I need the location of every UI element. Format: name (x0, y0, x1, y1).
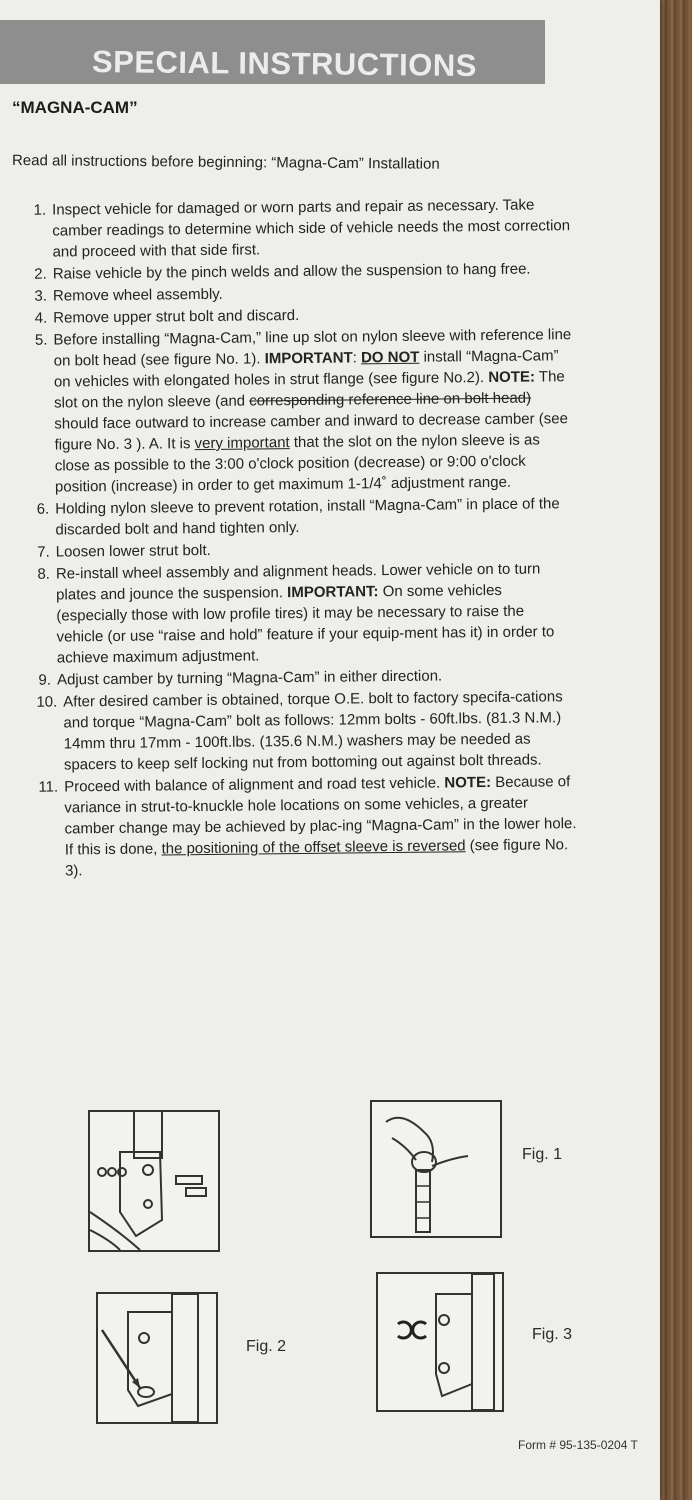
step-number: 4. (34, 309, 48, 327)
step-number: 8. (37, 565, 51, 583)
step-number: 9. (38, 671, 52, 689)
step-number: 10. (36, 693, 58, 711)
figure-1-drawing (372, 1102, 500, 1236)
strut-assembly-figure (88, 1110, 220, 1252)
figure-2-drawing (98, 1294, 216, 1422)
step-text: Before installing “Magna-Cam,” line up slot on nylon sleeve with reference line on bolt head (see figure No. 1). IMPORTANT: DO NOT install “Magna-Cam” on vehicles with elongated holes in strut flange (see figure No.2). NOTE: The slot on the nylon sleeve (and corresponding reference line on bolt head) should face outward to increase camber and inward to decrease camber (see figure No. 3 ). A. It is very important that the slot on the nylon sleeve is as close as possible to the 3:00 o'clock position (decrease) or 9:00 o'clock position (increase) in order to get maximum 1-1/4˚ adjustment range. (53, 326, 572, 496)
form-number: Form # 95-135-0204 T (518, 1438, 638, 1452)
figure-3 (376, 1272, 504, 1412)
step-number: 1. (33, 201, 47, 219)
step-text: Inspect vehicle for damaged or worn parts and repair as necessary. Take camber readings to determine which side of vehicle needs the most correction and proceed with that side first. (52, 196, 571, 261)
figure-2 (96, 1292, 218, 1424)
do-not-label: DO NOT (360, 348, 420, 367)
step-number: 3. (34, 287, 48, 305)
wood-background (660, 0, 692, 1500)
note-label: NOTE: (488, 368, 536, 387)
intro-text: Read all instructions before beginning: “Magna-Cam” Installation (11, 152, 440, 173)
emphasis-text: very important (194, 434, 290, 453)
step-number: 7. (37, 543, 50, 561)
figure-3-label: Fig. 3 (532, 1326, 573, 1343)
step-6 (13, 493, 573, 541)
figure-2-label: Fig. 2 (246, 1338, 287, 1355)
step-text: Holding nylon sleeve to prevent rotation, install “Magna-Cam” in place of the discarded bolt and hand tighten only. (55, 495, 560, 539)
figure-1 (370, 1100, 502, 1238)
step-text: Adjust camber by turning “Magna-Cam” in either direction. (56, 667, 443, 689)
step-text: Remove wheel assembly. (52, 285, 223, 305)
step-8 (14, 558, 575, 669)
step-5 (11, 324, 573, 498)
instruction-steps (10, 194, 577, 883)
step-number: 2. (34, 265, 47, 283)
strut-assembly-drawing (90, 1112, 218, 1250)
figure-1-label: Fig. 1 (522, 1146, 563, 1163)
step-1 (10, 194, 571, 263)
figure-3-drawing (378, 1274, 502, 1410)
product-name: “MAGNA-CAM” (12, 98, 138, 117)
step-number: 5. (34, 331, 48, 349)
step-10 (15, 686, 576, 776)
step-text: Proceed with balance of alignment and road test vehicle. NOTE: Because of variance in strut-to-knuckle hole locations on some vehicles, a greater camber change may be achieved by plac-ing “Magna-Cam” in the lower hole. If this is done, the positioning of the offset sleeve is reversed (see figure No. 3). (64, 773, 577, 880)
page-title: SPECIAL INSTRUCTIONS (91, 44, 478, 84)
step-text: Re-install wheel assembly and alignment heads. Lower vehicle on to turn plates and jounce the suspension. IMPORTANT: On some vehicles (especially those with low profile tires) it may be necessary to raise the vehicle (or use “raise and hold” feature if your equip-ment has it) in order to achieve maximum adjustment. (55, 560, 555, 667)
important-label: IMPORTANT (264, 349, 353, 368)
note-label: NOTE: (444, 773, 492, 792)
emphasis-text: the positioning of the offset sleeve is reversed (161, 837, 466, 858)
struck-text: corresponding reference line on bolt head) (249, 389, 532, 410)
step-text: Raise vehicle by the pinch welds and allow the suspension to hang free. (52, 260, 531, 283)
step-11 (16, 771, 577, 882)
step-text: Remove upper strut bolt and discard. (53, 306, 300, 327)
step-text: Loosen lower strut bolt. (55, 541, 211, 561)
step-number: 11. (38, 778, 59, 796)
step-text: After desired camber is obtained, torque O.E. bolt to factory specifa-cations and torque “Magna-Cam” bolt as follows: 12mm bolts - 60ft.lbs. (81.3 N.M.) 14mm thru 17mm - 100ft.lbs. (135.6 N.M.) washers may be needed as spacers to keep self locking nut from bottoming out against bolt threads. (63, 688, 563, 774)
step-number: 6. (36, 500, 50, 518)
important-label: IMPORTANT: (287, 583, 379, 602)
